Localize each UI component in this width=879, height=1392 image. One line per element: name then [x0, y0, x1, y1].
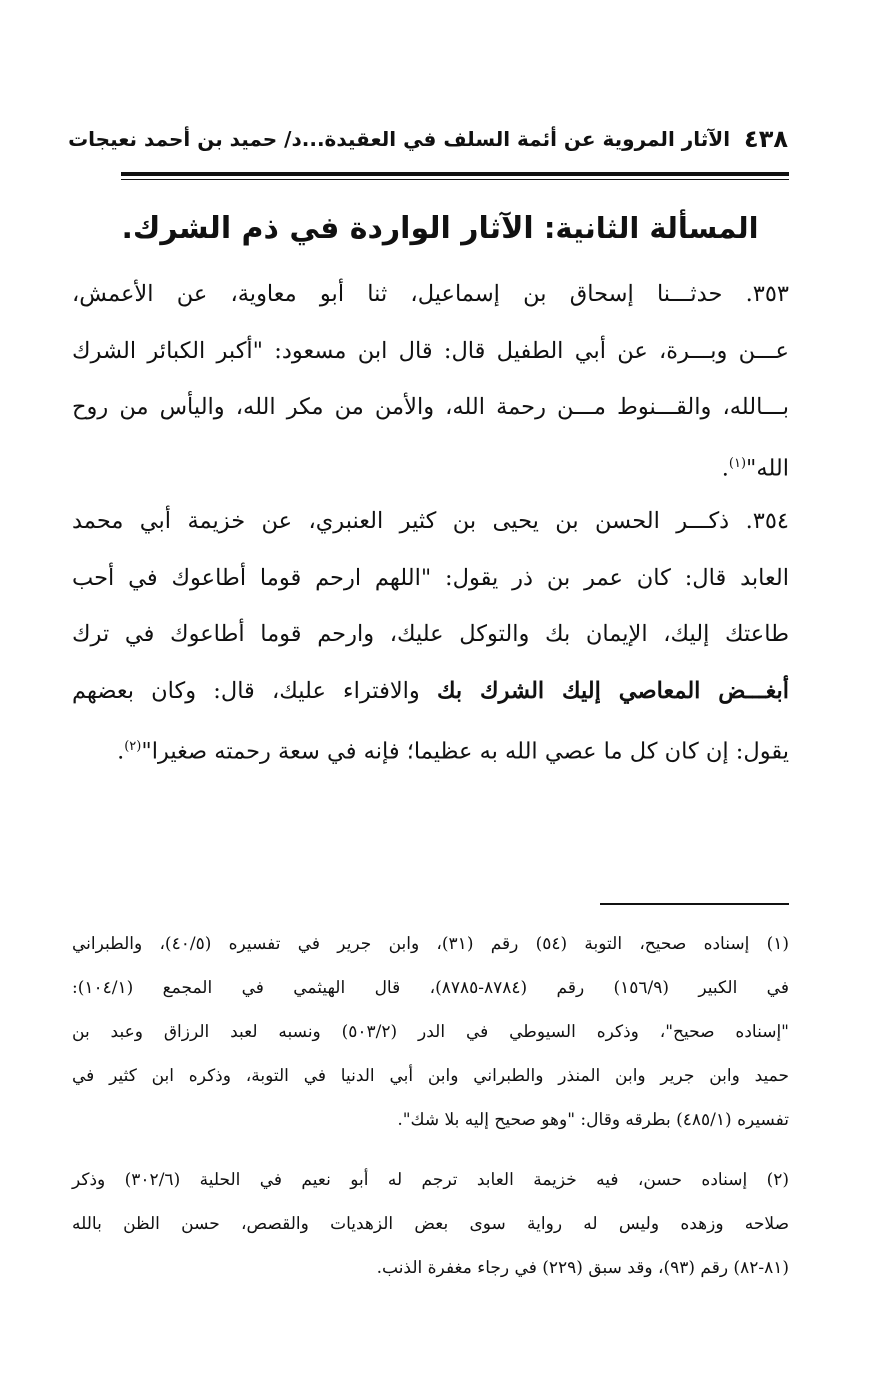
paragraph-line: [72, 436, 789, 493]
paragraph-text: والافتراء عليك، قال: وكان بعضهم: [72, 677, 437, 704]
paragraph-text: الله": [746, 455, 789, 481]
footnote-line: في الكبير (١٥٦/٩) رقم (٨٧٨٤-٨٧٨٥)، قال الهيثمي في المجمع (١٠٤/١):: [72, 978, 789, 998]
running-title: الآثار المروية عن أئمة السلف في العقيدة...د/ حميد بن أحمد نعيجات: [68, 127, 731, 151]
footnote-line: حميد وابن جرير وابن المنذر والطبراني وابن أبي الدنيا في التوبة، وذكره ابن كثير في: [72, 1066, 789, 1086]
footnote-2: [72, 1158, 789, 1290]
footnote-line: تفسيره (٤٨٥/١) بطرقه وقال: "وهو صحيح إليه بلا شك".: [397, 1110, 789, 1130]
footnote-line: (٨١-٨٢) رقم (٩٣)، وقد سبق (٢٢٩) في رجاء مغفرة الذنب.: [376, 1258, 789, 1278]
footnote-separator: [600, 903, 789, 905]
bold-phrase: أبغـــض المعاصي إليك الشرك بك: [436, 677, 789, 704]
page-number: ٤٣٨: [744, 125, 788, 153]
paragraph-end: .: [117, 738, 125, 765]
paragraph-353: [72, 266, 789, 492]
section-heading-label: المسألة الثانية:: [543, 211, 759, 245]
paragraph-line: العابد قال: كان عمر بن ذر يقول: "اللهم ارحم قوما أطاعوك في أحب: [72, 564, 789, 591]
paragraph-line: ٣٥٤. ذكـــر الحسن بن يحيى بن كثير العنبري، عن خزيمة أبي محمد: [72, 508, 789, 534]
footnote-line: (١) إسناده صحيح، التوبة (٥٤) رقم (٣١)، وابن جرير في تفسيره (٤٠/٥)، والطبراني: [72, 934, 789, 954]
footnote-ref-1: (١): [728, 455, 747, 471]
paragraph-354: [72, 493, 789, 776]
paragraph-line: بـــالله، والقـــنوط مـــن رحمة الله، والأمن من مكر الله، واليأس من روح: [72, 394, 789, 420]
footnote-ref-2: (٢): [124, 739, 142, 754]
footnote-line: (٢) إسناده حسن، فيه خزيمة العابد ترجم له أبو نعيم في الحلية (٣٠٢/٦) وذكر: [72, 1170, 789, 1190]
section-heading: [100, 200, 780, 256]
paragraph-line: عـــن وبـــرة، عن أبي الطفيل قال: قال ابن مسعود: "أكبر الكبائر الشرك: [72, 337, 789, 364]
footnote-line: صلاحه وزهده وليس له رواية سوى بعض الزهديات والقصص، حسن الظن بالله: [72, 1214, 789, 1234]
header-rule: [121, 172, 789, 176]
paragraph-end: .: [721, 455, 729, 481]
footnote-1: [72, 922, 789, 1142]
paragraph-text: يقول: إن كان كل ما عصي الله به عظيما؛ فإنه في سعة رحمته صغيرا": [141, 738, 789, 765]
header-rule-thin: [121, 179, 789, 180]
section-heading-title: الآثار الواردة في ذم الشرك.: [121, 211, 534, 246]
paragraph-line: ٣٥٣. حدثـــنا إسحاق بن إسماعيل، ثنا أبو معاوية، عن الأعمش،: [72, 281, 789, 307]
footnote-line: "إسناده صحيح"، وذكره السيوطي في الدر (٥٠٣/٢) ونسبه لعبد الرزاق وعبد بن: [72, 1022, 789, 1042]
paragraph-line: طاعتك إليك، الإيمان بك والتوكل عليك، وارحم قوما أطاعوك في ترك: [72, 621, 789, 647]
paragraph-line: [72, 663, 789, 720]
paragraph-line: [72, 719, 789, 776]
running-header: [68, 116, 788, 162]
